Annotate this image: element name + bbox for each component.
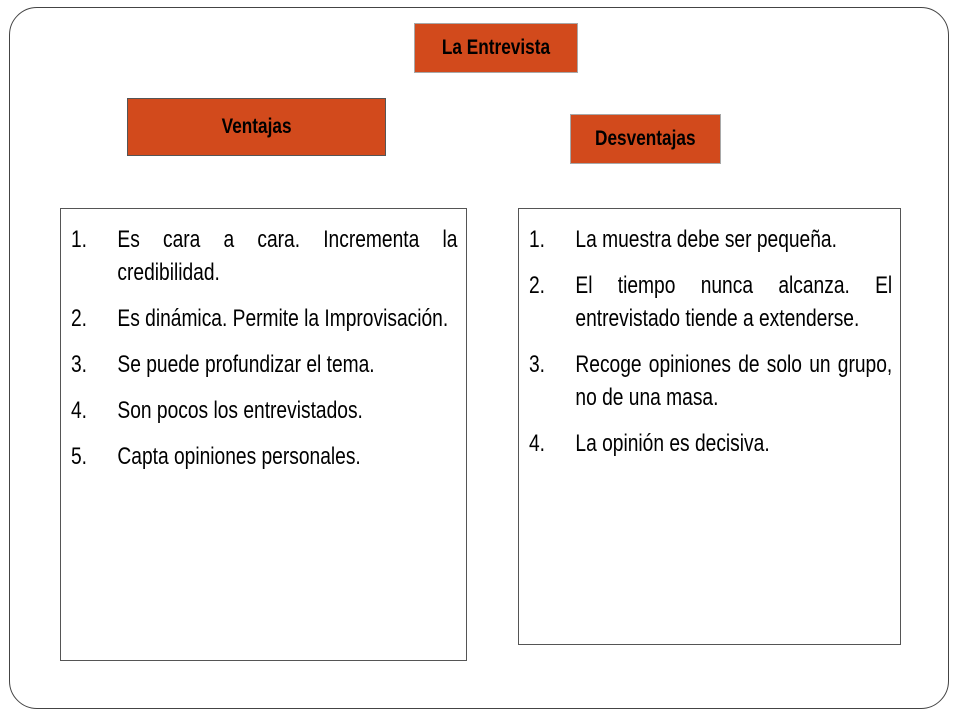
desventajas-list [529, 223, 892, 460]
item-number: 1. [71, 226, 88, 253]
list-item [71, 394, 457, 427]
list-item [71, 440, 457, 473]
item-text: El tiempo nunca alcanza. El entrevistado tiende a extenderse. [575, 272, 893, 332]
item-text: Son pocos los entrevistados. [117, 397, 363, 424]
item-number: 5. [71, 443, 88, 470]
list-item [529, 427, 892, 460]
item-text: Es cara a cara. Incrementa la credibilidad. [117, 226, 458, 286]
item-number: 4. [529, 430, 546, 457]
list-item [529, 223, 892, 256]
list-item [529, 348, 892, 414]
ventajas-label: Ventajas [221, 115, 292, 138]
item-number: 2. [529, 272, 546, 299]
item-text: La muestra debe ser pequeña. [575, 226, 837, 253]
desventajas-box [570, 114, 721, 164]
list-item [71, 223, 457, 289]
desventajas-list-box [518, 208, 901, 645]
item-number: 3. [529, 351, 546, 378]
title-box [414, 23, 578, 73]
desventajas-label: Desventajas [595, 127, 696, 150]
list-item [529, 269, 892, 335]
ventajas-list [71, 223, 457, 473]
list-item [71, 348, 457, 381]
item-text: Se puede profundizar el tema. [117, 351, 375, 378]
title-label: La Entrevista [441, 36, 551, 59]
item-text: Es dinámica. Permite la Improvisación. [117, 305, 449, 332]
item-number: 1. [529, 226, 546, 253]
item-number: 4. [71, 397, 88, 424]
item-number: 2. [71, 305, 88, 332]
ventajas-list-box [60, 208, 467, 661]
list-item [71, 302, 457, 335]
ventajas-box [127, 98, 386, 156]
item-text: Recoge opiniones de solo un grupo, no de una masa. [575, 351, 893, 411]
item-number: 3. [71, 351, 88, 378]
item-text: La opinión es decisiva. [575, 430, 770, 457]
item-text: Capta opiniones personales. [117, 443, 361, 470]
